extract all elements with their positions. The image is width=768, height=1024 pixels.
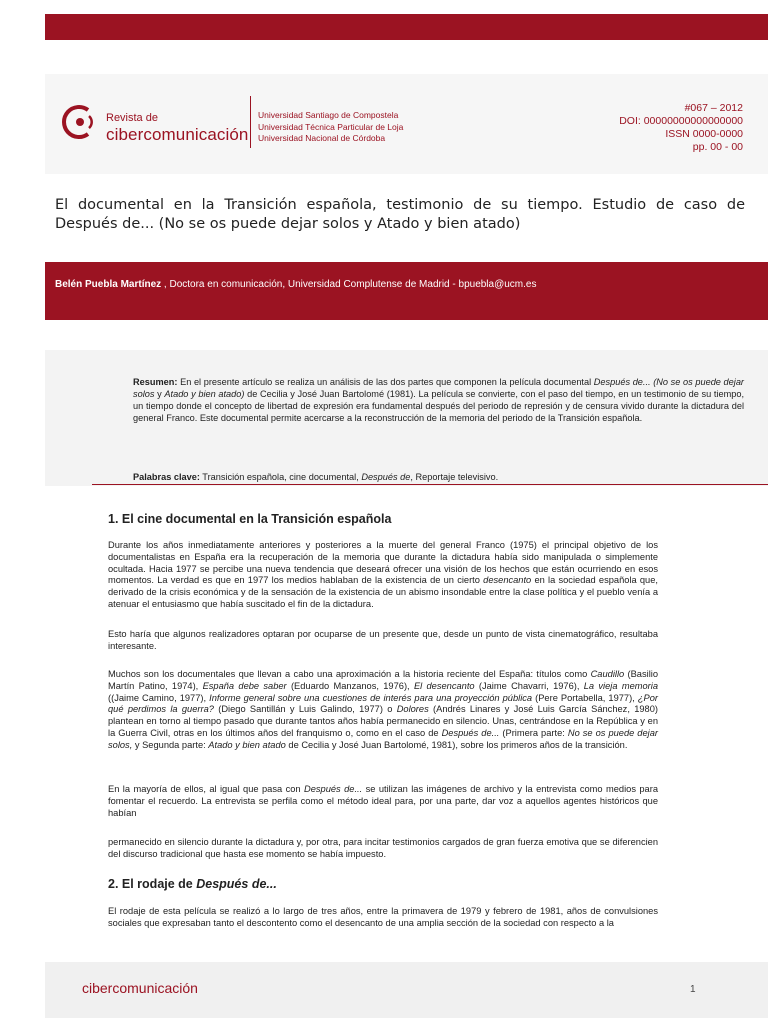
- italic-run: La vieja memoria: [583, 680, 658, 691]
- article-title: El documental en la Transición española, testimonio de su tiempo. Estudio de caso de Después de... (No se os puede dejar solos y Atado y bien atado): [55, 197, 745, 232]
- italic-run: desencanto: [483, 575, 532, 586]
- issue-number: #067 – 2012: [684, 102, 743, 114]
- author-name: Belén Puebla Martínez: [55, 279, 162, 290]
- issn: ISSN 0000-0000: [665, 128, 743, 140]
- italic-run: ¿Por qué perdimos la guerra?: [108, 692, 658, 715]
- page-number: 1: [690, 984, 696, 995]
- heading-italic: Después de...: [196, 877, 277, 891]
- text-run: y Segunda parte:: [132, 739, 209, 750]
- author-line: [55, 279, 536, 290]
- italic-run: Informe general sobre una cuestiones de interés para una proyección pública: [209, 692, 533, 703]
- keywords-part: Transición española, cine documental,: [199, 472, 362, 482]
- abstract-divider: [92, 484, 768, 485]
- top-accent-bar: [45, 14, 768, 40]
- abstract-part: de Cecilia y José Juan Bartolomé (1981). La película se convierte, con el paso del tiempo, en un testimonio de su tiempo, un tiempo donde el concepto de libertad de expresión era fundamental después del periodo de represión y de censura vivido durante la dictadura del general Franco. Este documental permite acercarse a la reconstrucción de la memoria del periodo de la Transición española.: [133, 389, 745, 423]
- university-list: [258, 110, 403, 145]
- abstract-italic: Después de... (No se os puede dejar solos: [133, 377, 744, 399]
- abstract-part: En el presente artículo se realiza un análisis de las dos partes que componen la película documental: [177, 377, 594, 387]
- logo-big-text: cibercomunicación: [106, 125, 249, 144]
- keywords-part: , Reportaje televisivo.: [410, 472, 499, 482]
- text-run: (Basilio Martín Patino, 1974),: [108, 669, 658, 691]
- italic-run: Caudillo: [590, 669, 625, 679]
- text-run: En la mayoría de ellos, al igual que pasa con: [108, 784, 304, 794]
- abstract-label: Resumen:: [133, 377, 178, 387]
- heading-run: 2. El rodaje de: [108, 877, 197, 891]
- italic-run: Después de...: [303, 784, 363, 794]
- section-1-paragraph-2: Esto haría que algunos realizadores optaran por ocuparse de un presente que, desde un punto de vista cinematográfico, resultaba interesante.: [108, 629, 658, 651]
- footer-brand: cibercomunicación: [82, 980, 198, 996]
- doi: DOI: 00000000000000000: [619, 115, 743, 127]
- keywords: [133, 471, 744, 483]
- keywords-italic: Después de: [361, 472, 411, 482]
- section-2-paragraph-1: El rodaje de esta película se realizó a lo largo de tres años, entre la primavera de 1979 y febrero de 1981, años de convulsiones sociales que expresaban tanto el descontento como el desencanto de una amplia sección de la sociedad con respecto a la: [108, 906, 658, 928]
- text-run: (Andrés Linares y José Luis García Sánchez, 1980) plantean en torno al tiempo pasado que durante tantos años había permanecido en silencio. Unas, centrándose en la República y en la Guerra Civil, otras en los últimos años del franquismo o, como en el caso de: [108, 704, 658, 738]
- italic-run: España debe saber: [202, 680, 287, 691]
- section-1-paragraph-4: [108, 784, 658, 819]
- section-1-heading: 1. El cine documental en la Transición española: [108, 512, 392, 526]
- abstract-part: y: [154, 389, 165, 399]
- text-run: (Diego Santillán y Luis Galindo, 1977) o: [213, 704, 397, 715]
- issue-metadata: [619, 102, 743, 154]
- text-run: (Primera parte:: [499, 727, 568, 738]
- university-3: Universidad Nacional de Córdoba: [258, 133, 386, 143]
- author-banner: [45, 262, 768, 320]
- abstract-italic: Atado y bien atado): [164, 389, 245, 399]
- italic-run: Después de...: [441, 727, 500, 738]
- italic-run: No se os puede dejar solos,: [108, 727, 658, 750]
- keywords-label: Palabras clave:: [133, 472, 200, 482]
- abstract-text: [133, 376, 744, 424]
- text-run: en la sociedad española que, derivado de la crisis económica y de la sensación de la existencia de un abismo insondable entre la clase política y el pueblo venía a atenuar el entusiasmo que había suscitado el fin de la dictadura.: [108, 575, 658, 609]
- italic-run: Dolores: [396, 704, 429, 715]
- text-run: (Pere Portabella, 1977),: [532, 692, 638, 703]
- university-2: Universidad Técnica Particular de Loja: [258, 121, 404, 132]
- section-1-paragraph-3: [108, 669, 658, 752]
- text-run: (Eduardo Manzanos, 1976),: [286, 680, 414, 691]
- section-2-heading: [108, 877, 277, 891]
- text-run: ((Jaime Camino, 1977),: [108, 692, 210, 703]
- text-run: se utilizan las imágenes de archivo y la entrevista como medios para fomentar el recuerdo. La entrevista se perfila como el método ideal para, por una parte, dar voz a aquellos agentes históricos que habían: [108, 784, 658, 818]
- italic-run: Atado y bien atado: [208, 739, 286, 750]
- header-divider: [250, 96, 251, 148]
- journal-logo-icon: [62, 104, 98, 140]
- page-range: pp. 00 - 00: [692, 141, 743, 153]
- university-1: Universidad Santiago de Compostela: [258, 110, 399, 120]
- text-run: de Cecilia y José Juan Bartolomé, 1981), sobre los primeros años de la transición.: [285, 739, 628, 750]
- text-run: (Jaime Chavarri, 1976),: [474, 680, 584, 691]
- text-run: Muchos son los documentales que llevan a cabo una aproximación a la historia reciente del España: títulos como: [108, 669, 591, 679]
- author-affiliation[interactable]: , Doctora en comunicación, Universidad Complutense de Madrid - bpuebla@ucm.es: [161, 279, 537, 290]
- text-run: Durante los años inmediatamente anteriores y posteriores a la muerte del general Franco (1975) el principal objetivo de los documentalistas en España era la recuperación de la memoria que durante la dictadura había sido manipulada o simplemente ocultada. Hacia 1977 se percibe una nueva tendencia que deseará ofrecer una visión de los hechos que están ocurriendo en esos momentos. La verdad es que en 1977 los medios hablaban de la existencia de un cierto: [108, 540, 658, 586]
- journal-logo-text: [106, 113, 249, 143]
- section-1-paragraph-1: [108, 540, 658, 611]
- italic-run: El desencanto: [413, 680, 475, 691]
- logo-small-text: Revista de: [106, 112, 158, 124]
- section-1-paragraph-5: permanecido en silencio durante la dictadura y, por otra, para incitar testimonios cargados de gran fuerza emotiva que se diferencien del discurso tradicional que hasta ese momento se había impuesto.: [108, 837, 658, 859]
